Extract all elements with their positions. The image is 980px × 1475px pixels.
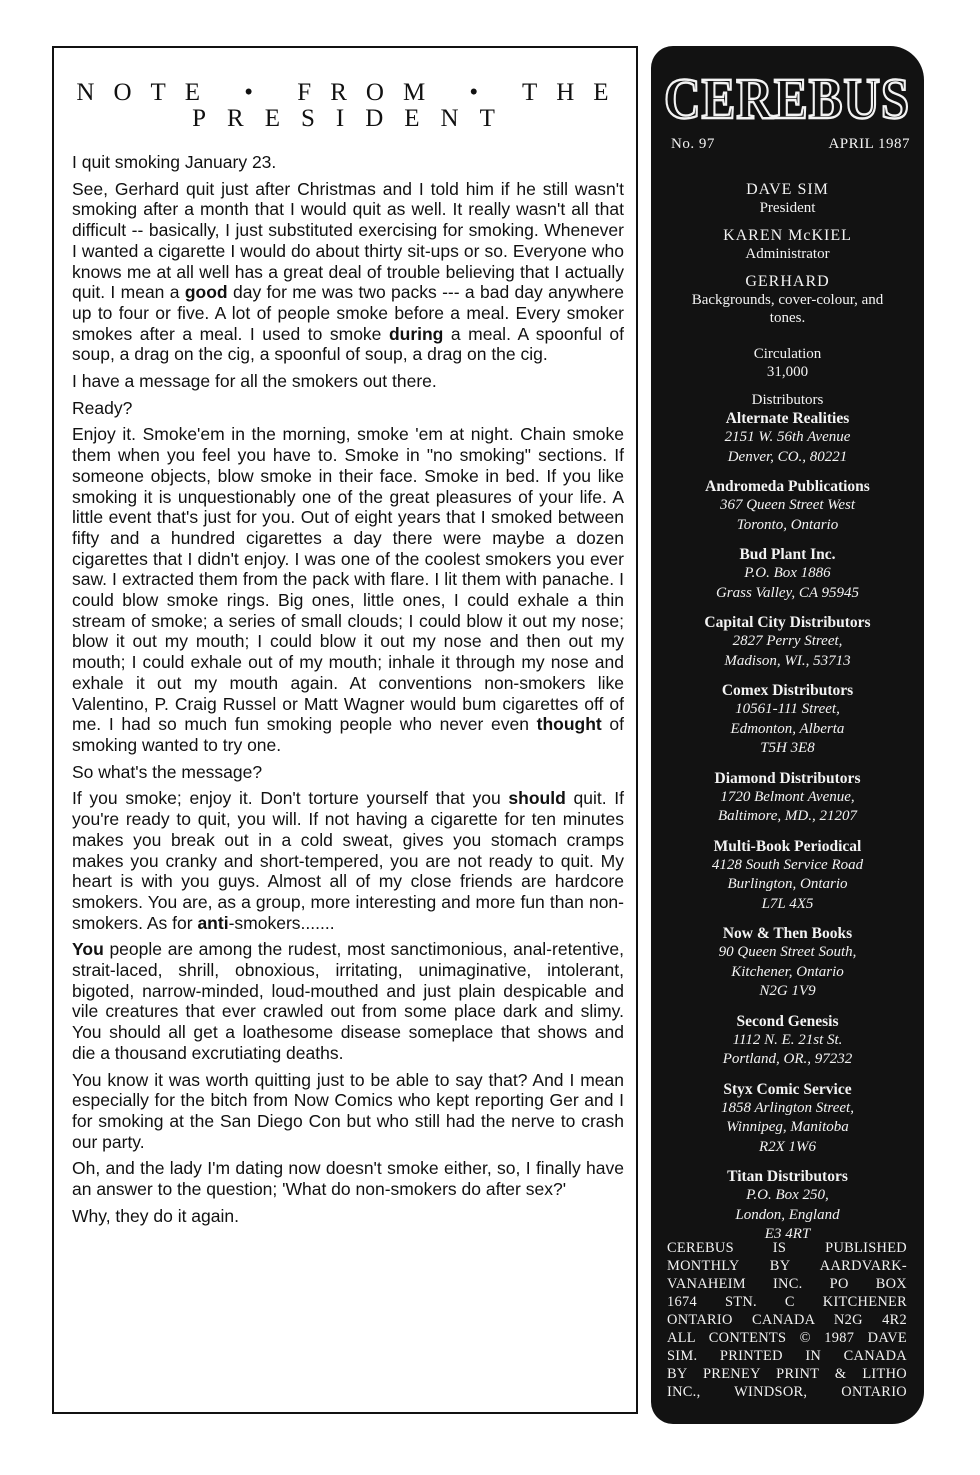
distributor-entry xyxy=(651,1012,924,1070)
distributor-address-line: 2827 Perry Street, xyxy=(732,633,843,649)
paragraph-text: See, Gerhard quit just after Christmas and I told him if he still wasn't smoking after a month that I would quit as well. It really wasn't all that difficult -- basically, I just substituted exercising for smoking. Whenever I wanted a cigarette I would do about thirty sit-ups or so. Everyone who knows me at all well has a great deal of trouble believing that I actually quit. I mean a xyxy=(72,178,624,303)
note-heading-line2: PRESIDENT xyxy=(192,105,516,132)
emphasis-text: good xyxy=(184,282,228,303)
staff-name: DAVE SIM xyxy=(746,181,829,198)
publisher-line: SIM. PRINTED IN CANADA xyxy=(667,1348,907,1364)
note-from-the-president-box xyxy=(52,46,638,1414)
issue-number: No. 97 xyxy=(671,136,715,152)
publisher-line: INC., WINDSOR, ONTARIO xyxy=(667,1384,907,1400)
emphasis-text: thought xyxy=(536,714,602,735)
note-paragraph xyxy=(72,788,624,933)
paragraph-text: Why, they do it again. xyxy=(72,1205,239,1226)
publisher-line: ALL CONTENTS © 1987 DAVE xyxy=(667,1330,907,1346)
distributor-name: Diamond Distributors xyxy=(714,769,861,787)
paragraph-text: quit. If you're ready to quit, you will. If not having a cigarette for ten minutes makes you break out in a cold sweat, gives you stomach cramps makes you cranky and short-tempered, you are not ready to quit. My heart is with you guys. Almost all of my close friends are hardcore smokers. You are, as a group, more interesting and more fun than non-smokers. As for xyxy=(72,788,624,933)
distributor-name: Bud Plant Inc. xyxy=(739,546,836,563)
emphasis-text: anti xyxy=(197,912,229,933)
paragraph-text: a meal. A spoonful of soup, a drag on the cig, a spoonful of soup, a drag on the cig. xyxy=(72,323,624,365)
paragraph-text: of smoking wanted to try one. xyxy=(72,714,624,755)
distributor-entry xyxy=(651,545,924,603)
paragraph-text: people are among the rudest, most sanctimonious, anal-retentive, strait-laced, shrill, obnoxious, irritating, unimaginative, intolerant, bigoted, narrow-minded, loud-mouthed and just plain despicable and vile creatures that ever crawled out from some place dark and slimy. You should all get a loathesome disease someplace that shows and die a thousand excrutiating deaths. xyxy=(72,939,624,1063)
paragraph-text: day for me was two packs --- a bad day anywhere up to four or five. A lot of people smoke before a meal. Every smoker smokes after a meal. I used to smoke xyxy=(72,282,624,344)
distributor-name: Second Genesis xyxy=(736,1012,839,1030)
distributor-name: Now & Then Books xyxy=(722,925,853,942)
paragraph-text: Oh, and the lady I'm dating now doesn't smoke either, so, I finally have an answer to the question; 'What do non-smokers do after sex?' xyxy=(72,1158,624,1200)
note-paragraph xyxy=(72,152,624,173)
distributor-address-line: 1720 Belmont Avenue, xyxy=(720,788,855,805)
note-paragraph xyxy=(72,398,624,419)
distributor-address-line: Burlington, Ontario xyxy=(727,876,848,892)
paragraph-text: You know it was worth quitting just to be able to say that? And I mean especially for the bitch from Now Comics who kept reporting Ger and I for smoking at the San Diego Con but who still had the nerve to crash our party. xyxy=(72,1069,624,1152)
circulation-block xyxy=(651,345,924,381)
distributor-address-line: Toronto, Ontario xyxy=(736,516,839,533)
distributor-address-line: E3 4RT xyxy=(764,1226,811,1242)
paragraph-text: If you smoke; enjoy it. Don't torture yourself that you xyxy=(72,788,509,809)
distributor-address-line: 90 Queen Street South, xyxy=(718,944,857,960)
note-paragraph xyxy=(72,424,624,755)
distributor-name: Capital City Distributors xyxy=(704,614,871,631)
note-paragraph xyxy=(72,1070,624,1153)
distributor-address-line: London, England xyxy=(735,1206,840,1223)
distributors-list xyxy=(651,391,924,1255)
distributor-address-line: P.O. Box 250, xyxy=(746,1187,829,1203)
distributor-address-line: Grass Valley, CA 95945 xyxy=(715,584,860,601)
paragraph-text: I quit smoking January 23. xyxy=(72,152,277,172)
emphasis-text: should xyxy=(508,788,566,809)
distributor-name: Multi-Book Periodical xyxy=(713,837,862,855)
issue-date: APRIL 1987 xyxy=(828,136,910,152)
distributor-address-line: 1858 Arlington Street, xyxy=(721,1099,854,1116)
distributor-name: Titan Distributors xyxy=(727,1168,848,1185)
note-paragraph xyxy=(72,1206,624,1227)
svg-text:CEREBUS: CEREBUS xyxy=(664,66,910,131)
distributor-entry xyxy=(651,837,924,915)
paragraph-text: So what's the message? xyxy=(72,761,263,782)
distributor-address-line: Baltimore, MD., 21207 xyxy=(717,808,857,824)
publisher-line: CEREBUS IS PUBLISHED xyxy=(667,1240,907,1256)
distributor-address-line: 4128 South Service Road xyxy=(711,856,864,873)
emphasis-text: during xyxy=(388,323,444,344)
distributor-address-line: Winnipeg, Manitoba xyxy=(726,1119,849,1135)
distributor-address-line: 2151 W. 56th Avenue xyxy=(724,429,851,445)
distributor-address-line: 367 Queen Street West xyxy=(719,497,856,513)
publisher-line: MONTHLY BY AARDVARK- xyxy=(667,1258,907,1274)
note-heading-line1: NOTE • FROM • THE xyxy=(76,79,628,106)
staff-role: President xyxy=(759,200,816,216)
staff-name: GERHARD xyxy=(745,273,830,290)
circulation-label: Circulation xyxy=(753,346,822,362)
distributor-address-line: 10561-111 Street, xyxy=(735,701,840,717)
staff-name: KAREN McKIEL xyxy=(723,227,852,244)
note-paragraph xyxy=(72,762,624,783)
distributor-address-line: Edmonton, Alberta xyxy=(730,720,845,737)
distributor-name: Alternate Realities xyxy=(725,410,850,427)
publisher-line: 1674 STN. C KITCHENER xyxy=(667,1294,907,1310)
distributor-entry xyxy=(651,1167,924,1245)
distributor-name: Comex Distributors xyxy=(721,682,854,699)
staff-role: Backgrounds, cover-colour, and tones. xyxy=(691,292,884,326)
distributor-entry xyxy=(651,613,924,671)
note-paragraph xyxy=(72,371,624,392)
emphasis-text: You xyxy=(72,939,104,960)
distributor-name: Andromeda Publications xyxy=(705,478,870,495)
paragraph-text: -smokers....... xyxy=(228,912,335,933)
distributors-label: Distributors xyxy=(751,392,824,408)
distributor-address-line: 1112 N. E. 21st St. xyxy=(732,1031,843,1048)
masthead-panel xyxy=(651,46,924,1424)
paragraph-text: Enjoy it. Smoke'em in the morning, smoke 'em at night. Chain smoke them when you feel you have to. Smoke in "no smoking" sections. If someone objects, blow smoke in their face. Smoke in bed. If you like smoking it is unquestionably one of the great pleasures of your life. A little event that's just for you. Out of eight years that I smoked between fifty and a hundred cigarettes a day there were maybe a dozen cigarettes that I didn't enjoy. I was one of the coolest smokers you ever saw. I extracted them from the pack with flare. I lit them with panache. I could blow smoke rings. Big ones, little ones, I could exhale a thin stream of smoke; a series of small clouds; I could blow it out my nose; blow it out my mouth; I could blow it out my nose and then out my mouth; I could exhale out of my mouth; inhale it through my nose and exhale it out my mouth again. At conventions non-smokers like Valentino, P. Craig Russel or Matt Wagner would bum cigarettes off of me. I had so much fun smoking people who never even xyxy=(72,424,624,735)
distributor-entry xyxy=(651,477,924,535)
circulation-value: 31,000 xyxy=(766,364,809,380)
note-paragraph xyxy=(72,939,624,1063)
note-body xyxy=(72,152,624,1232)
publisher-line: ONTARIO CANADA N2G 4R2 xyxy=(667,1312,907,1328)
staff-list xyxy=(651,180,924,336)
distributor-address-line: Denver, CO., 80221 xyxy=(727,448,848,465)
note-paragraph xyxy=(72,179,624,365)
distributor-address-line: Kitchener, Ontario xyxy=(731,963,844,980)
distributor-address-line: Portland, OR., 97232 xyxy=(722,1051,853,1067)
distributor-address-line: Madison, WI., 53713 xyxy=(724,652,851,669)
distributor-address-line: R2X 1W6 xyxy=(758,1138,817,1155)
publisher-line: VANAHEIM INC. PO BOX xyxy=(667,1276,907,1292)
distributor-address-line: N2G 1V9 xyxy=(759,983,816,999)
distributor-entry xyxy=(651,769,924,827)
distributor-entry xyxy=(651,924,924,1002)
staff-role: Administrator xyxy=(745,246,830,262)
distributor-entry xyxy=(651,409,924,467)
publisher-statement xyxy=(667,1239,907,1401)
distributor-entry xyxy=(651,1080,924,1158)
distributor-address-line: L7L 4X5 xyxy=(761,895,814,912)
distributor-name: Styx Comic Service xyxy=(723,1080,852,1098)
paragraph-text: Ready? xyxy=(72,397,133,418)
cerebus-logo xyxy=(661,66,913,131)
note-paragraph xyxy=(72,1158,624,1199)
distributor-entry xyxy=(651,681,924,759)
distributor-address-line: P.O. Box 1886 xyxy=(744,565,831,581)
paragraph-text: I have a message for all the smokers out there. xyxy=(72,371,437,392)
publisher-line: BY PRENEY PRINT & LITHO xyxy=(667,1366,907,1382)
distributor-address-line: T5H 3E8 xyxy=(760,740,815,756)
issue-info-row xyxy=(671,136,910,153)
